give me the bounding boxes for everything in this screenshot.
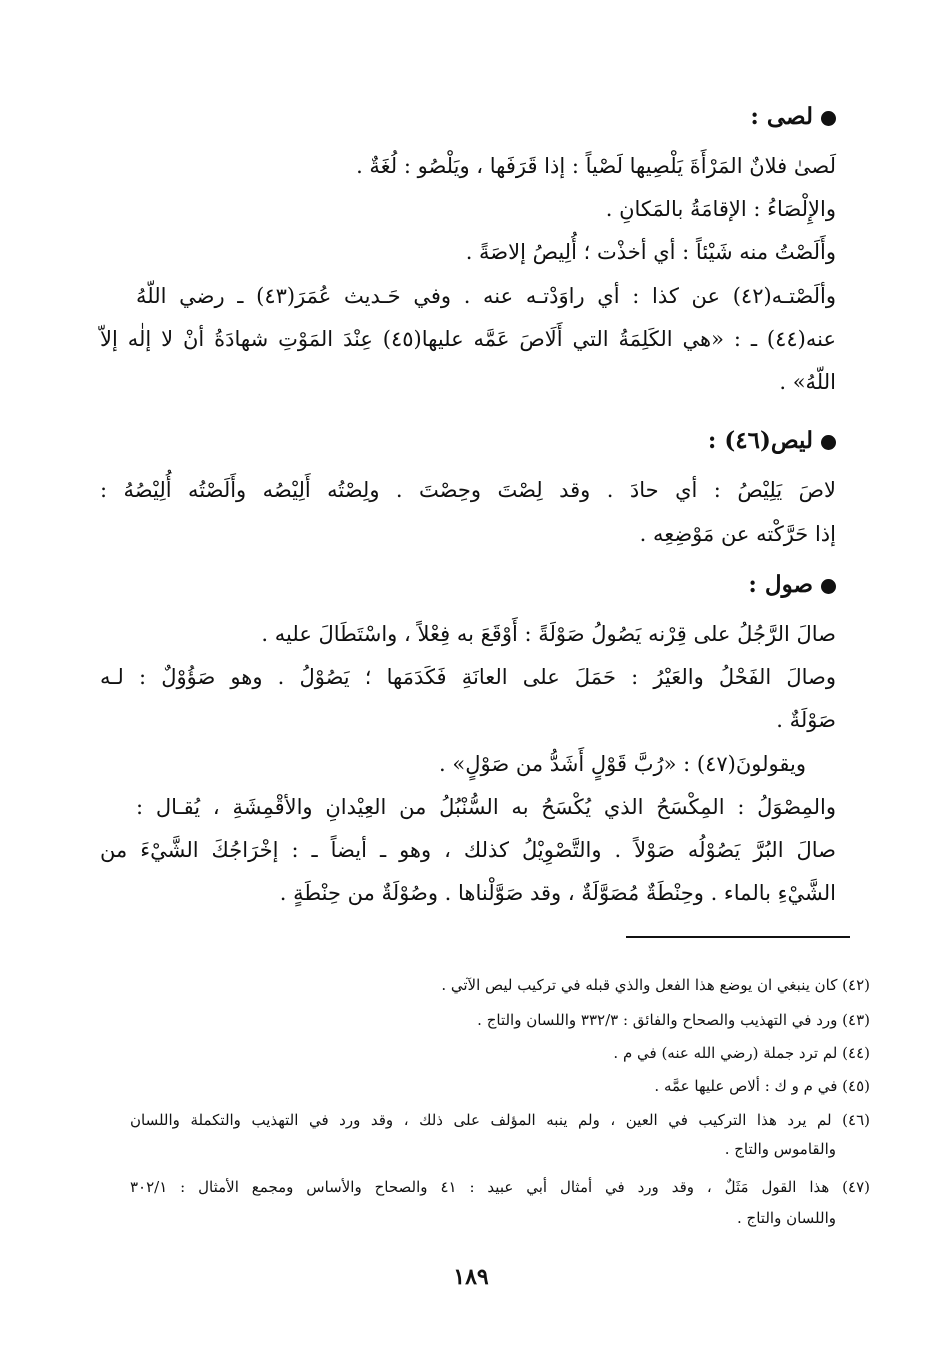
bullet-icon	[821, 579, 836, 594]
entry-heading-text: ليص(٤٦) :	[707, 427, 813, 454]
entry-line: صالَ الرَّجُلُ على قِرْنه يَصُولُ صَوْلَةً : أَوْقَعَ به فِعْلاً ، واسْتَطَالَ عليه .	[261, 622, 836, 646]
bullet-icon	[821, 111, 836, 126]
entry-heading-text: لصى :	[750, 103, 813, 130]
entry-heading-lsy	[116, 100, 836, 134]
entry-line: صالَ البُرَّ يَصُوْلُه صَوْلاً . والتَّصْوِيْلُ كذلك ، وهو ـ أيضاً ـ : إخْرَاجُكَ الشَّيْءَ من	[100, 838, 836, 862]
entry-line: لاصَ يَلِيْصُ : أي حادَ . وقد لِصْتَ وحِصْتَ . ولِصْتُه أَلِيْصُه وأَلَصْتُه أُلِيْصُهُ :	[100, 478, 836, 502]
entry-line: وصالَ الفَحْلُ والعَيْرُ : حَمَلَ على العانَةِ فَكَدَمَها ؛ يَصُوْلُ . وهو صَؤُوْلٌ : لـه	[100, 665, 836, 689]
entry-line: والإِلْصَاءُ : الإقامَةُ بالمَكانِ .	[605, 197, 836, 221]
entry-line: اللّهُ» .	[779, 370, 836, 394]
entry-line: عنه(٤٤) ـ : «هي الكَلِمَةُ التي أَلَاصَ عَمَّه عليها(٤٥) عِنْدَ المَوْتِ شهادَةُ أنْ لا إلٰه إلاّ	[100, 327, 836, 351]
entry-line: الشَّيْءِ بالماء . وحِنْطَةٌ مُصَوَّلَةٌ ، وقد صَوَّلْناها . وصُوْلَةٌ من حِنْطَةٍ .	[279, 881, 836, 905]
footnote-47-continued: واللسان والتاج .	[737, 1209, 836, 1227]
entry-line: لَصىٰ فلانٌ المَرْأَةَ يَلْصِيها لَصْياً : إذا قَرَفَها ، ويَلْصُو : لُغَةٌ .	[356, 154, 836, 178]
entry-line: وأَلَصْتُ منه شَيْئاً : أي أخذْت ؛ أُلِيصُ إلاصَةً .	[465, 240, 836, 264]
footnote-42: (٤٢) كان ينبغي ان يوضع هذا الفعل والذي قبله في تركيب ليص الآتي .	[441, 976, 870, 994]
footnote-44: (٤٤) لم ترد جملة (رضي الله عنه) في م .	[613, 1044, 870, 1062]
entry-line: إذا حَرَّكْته عن مَوْضِعِه .	[639, 522, 836, 546]
entry-line: والمِصْوَلُ : المِكْسَحُ الذي يُكْسَحُ به السُّنْبُلُ من العِيْدانِ والأقْمِشَةِ ، يُقـال :	[136, 795, 836, 819]
entry-line: صَوْلَةٌ .	[776, 708, 836, 732]
bullet-icon	[821, 435, 836, 450]
entry-heading-text: صول :	[748, 571, 813, 598]
footnote-45: (٤٥) في م و ك : ألاص عليها عمَّه .	[654, 1077, 870, 1095]
entry-heading-swl	[116, 568, 836, 602]
entry-heading-lys	[116, 424, 836, 458]
footnote-47: (٤٧) هذا القول مَثَلٌ ، وقد ورد في أمثال أبي عبيد : ٤١ والصحاح والأساس ومجمع الأمثال : ٣٠٢/١	[130, 1178, 871, 1196]
footnote-46: (٤٦) لم يرد هذا التركيب في العين ، ولم ينبه المؤلف على ذلك ، وقد ورد في التهذيب والتكملة واللسان	[130, 1111, 870, 1129]
entry-line: وألَصْتـه(٤٢) عن كذا : أي راوَدْتـه عنه . وفي حَـديث عُمَرَ(٤٣) ـ رضي اللّهُ	[136, 284, 837, 308]
footnote-divider	[626, 936, 850, 938]
footnote-43: (٤٣) ورد في التهذيب والصحاح والفائق : ٣٣٢/٣ واللسان والتاج .	[477, 1011, 870, 1029]
footnote-46-continued: والقاموس والتاج .	[724, 1140, 836, 1158]
entry-line: ويقولونَ(٤٧) : «رُبَّ قَوْلٍ أَشَدُّ من صَوْلٍ» .	[439, 752, 806, 776]
page-number: ١٨٩	[453, 1264, 489, 1290]
